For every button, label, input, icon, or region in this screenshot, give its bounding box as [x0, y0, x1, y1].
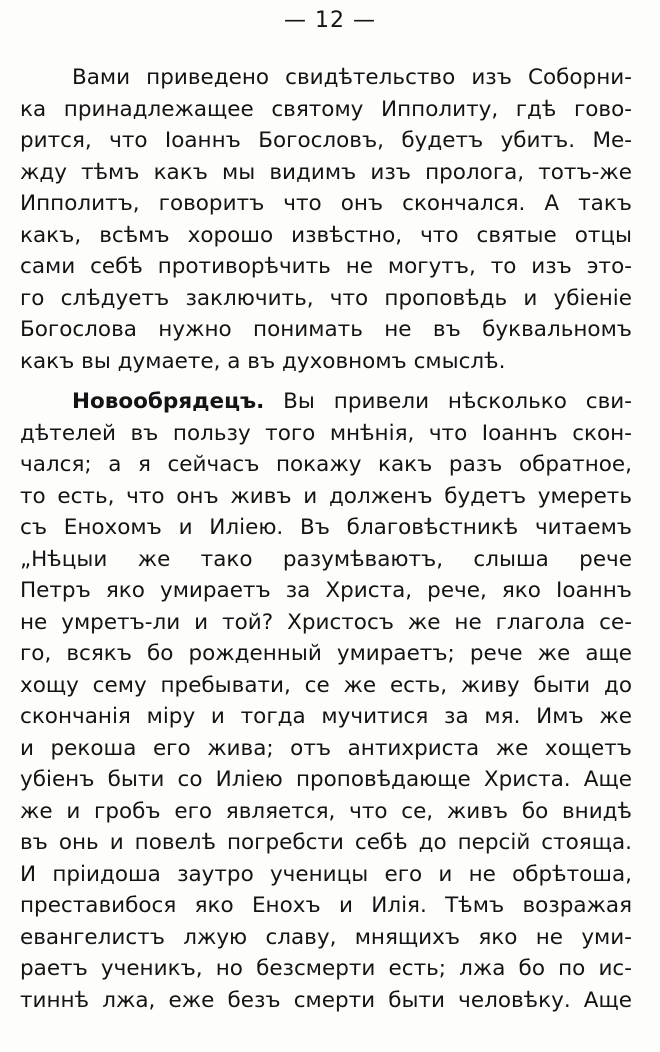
text-line: чался; а я сейчасъ покажу какъ разъ обратное, [20, 452, 632, 477]
text-line: и рекоша его жива; отъ антихриста же хощетъ [20, 735, 632, 761]
text-fragment: Вы привели нѣсколько сви- [264, 389, 632, 414]
text-line [20, 386, 632, 418]
text-line: тиннѣ лжа, еже безъ смерти быти человѣку. Аще [20, 987, 632, 1013]
speaker-label: Новообрядецъ. [72, 389, 265, 414]
text-line: скончанія міру и тогда мучитися за мя. Имъ же [20, 704, 632, 729]
text-line: не умретъ-ли и той? Христосъ же не глагола се- [20, 609, 632, 635]
text-line: жду тѣмъ какъ мы видимъ изъ пролога, тотъ-же [20, 159, 632, 185]
text-line: съ Енохомъ и Иліею. Въ благовѣстникѣ читаемъ [20, 515, 632, 540]
text-line: го, всякъ бо рожденный умираетъ; рече же аще [20, 641, 632, 666]
text-line: же и гробъ его является, что се, живъ бо внидѣ [20, 798, 632, 824]
text-line: го слѣдуетъ заключить, что проповѣдь и убіеніе [20, 285, 632, 311]
text-line: евангелистъ лжую славу, мнящихъ яко не уми- [20, 924, 632, 950]
text-line: хощу сему пребывати, се же есть, живу быти до [20, 672, 632, 698]
text-line: Вами приведено свидѣтельство изъ Соборни- [72, 65, 632, 90]
paragraph [20, 386, 632, 1016]
text-line: какъ вы думаете, а въ духовномъ смыслѣ. [20, 348, 506, 374]
text-line: убіенъ быти со Иліею проповѣдающе Христа. Аще [20, 767, 632, 792]
text-line: И пріидоша заутро ученицы его и не обрѣтоша, [20, 861, 632, 887]
text-line: дѣтелей въ пользу того мнѣнія, что Іоаннъ скон- [20, 420, 632, 446]
text-line: преставибося яко Енохъ и Илія. Тѣмъ возражая [20, 893, 632, 918]
text-line: ка принадлежащее святому Ипполиту, гдѣ гово- [20, 96, 632, 122]
text-line: Ипполитъ, говоритъ что онъ скончался. А такъ [20, 191, 632, 216]
text-line: то есть, что онъ живъ и долженъ будетъ умереть [20, 483, 632, 509]
paragraph [20, 62, 632, 377]
text-line: раетъ ученикъ, но безсмерти есть; лжа бо по ис- [20, 956, 632, 981]
text-line: въ онь и повелѣ погребсти себѣ до персій стояща. [20, 830, 632, 855]
page-number: — 12 — [284, 8, 376, 33]
text-line: Богослова нужно понимать не въ буквальномъ [20, 317, 632, 342]
text-line: какъ, всѣмъ хорошо извѣстно, что святые отцы [20, 222, 632, 248]
body-text [20, 62, 632, 1016]
text-line: „Нѣцыи же тако разумѣваютъ, слыша рече [20, 546, 632, 572]
text-line: Петръ яко умираетъ за Христа, рече, яко Іоаннъ [20, 578, 632, 603]
text-line: сами себѣ противорѣчить не могутъ, то изъ это- [20, 254, 632, 279]
text-line: рится, что Іоаннъ Богословъ, будетъ убитъ. Ме- [20, 128, 632, 153]
